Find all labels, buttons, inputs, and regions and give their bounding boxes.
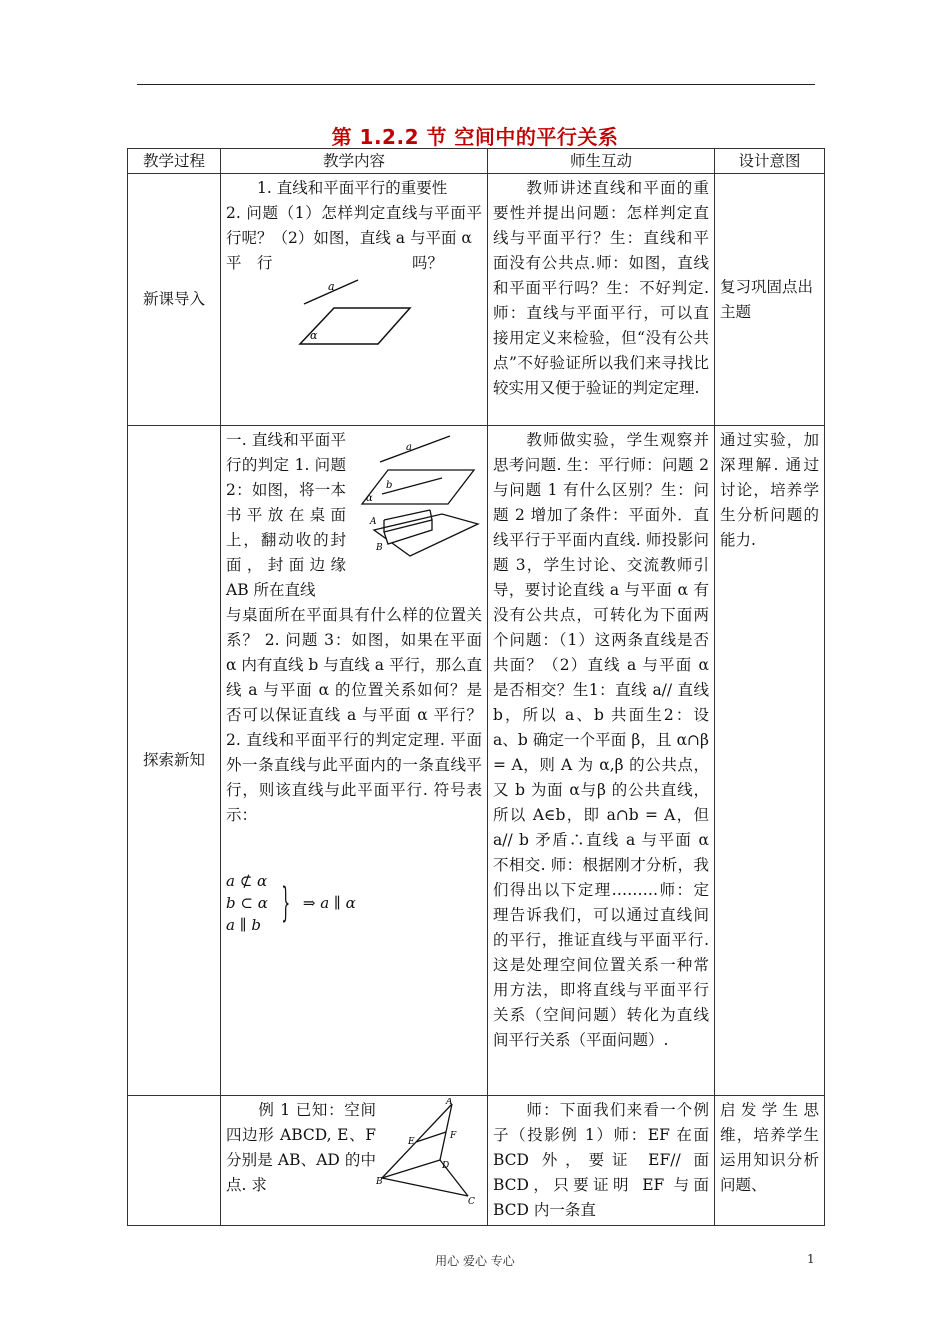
- fig3-label-F: F: [450, 1131, 457, 1141]
- header-content: 教学内容: [221, 149, 488, 174]
- fig2-label-a: a: [406, 442, 412, 453]
- row2-content-text-a: 一. 直线和平面平行的判定 1. 问题2：如图，将一本书平放在桌面上，翻动收的封面，封面边缘 AB 所在直线: [226, 431, 351, 599]
- row3-intent-text: 启发学生思维，培养学生运用知识分析问题、: [720, 1101, 819, 1194]
- table-header-row: [128, 149, 825, 174]
- fig3-label-A: A: [446, 1098, 453, 1107]
- row3-content-text: 例 1 已知：空间四边形 ABCD, E、F 分别是 AB、AD 的中点. 求: [226, 1101, 381, 1194]
- fig2-label-alpha: α: [366, 493, 373, 504]
- row2-content-text-b: 与桌面所在平面具有什么样的位置关系？ 2. 问题 3：如图，如果在平面 α 内有直线 b 与直线 a 平行，那么直线 a 与平面 α 的位置关系如何？是否可以保证直线 a 与平面 α 平行？ 2. 直线和平面平行的判定定理. 平面外一条直线与此平面内的一条直线平行，则该直线与此平面平行. 符号表示：: [226, 606, 487, 824]
- header-intent: 设计意图: [715, 149, 825, 174]
- row3-process: [128, 1096, 221, 1226]
- fig1-label-alpha: α: [310, 329, 318, 342]
- formula-result: ⇒ a ∥ α: [302, 894, 356, 912]
- quadrilateral-figure: [376, 1098, 486, 1206]
- fig2-label-B: B: [376, 543, 383, 553]
- row1-intent-text: 复习巩固点出主题: [720, 277, 814, 321]
- row3-interaction: [488, 1096, 715, 1226]
- fig2-label-A: A: [370, 517, 377, 527]
- row3-interaction-text: 师：下面我们来看一个例子（投影例 1）师：EF 在面 BCD 外，要证 EF// 面 BCD，只要证明 EF 与面 BCD 内一条直: [493, 1101, 714, 1219]
- row2-interaction-text: 教师做实验，学生观察并思考问题. 生：平行师：问题 2 与问题 1 有什么区别？生：问题 2 增加了条件：平面外．直线平行于平面内直线. 师投影问题 3，学生讨论、交流教师引导，要讨论直线 a 与平面 α 有没有公共点，可转化为下面两个问题：（1）这两条直线是否共面？（2）直线 a 与平面 α 是否相交？生1：直线 a// 直线 b，所以 a、b 共面生2：设 a、b 确定一个平面 β，且 α∩β = A，则 A 为 α,β 的公共点，又 b 为面 α与β 的公共直线，所以 A∈b，即 a∩b = A，但 a// b 矛盾∴直线 a 与平面 α 不相交. 师：根据刚才分析，我们得出以下定理………师：定理告诉我们，可以通过直线间的平行，推证直线与平面平行. 这是处理空间位置关系一种常用方法，即将直线与平面平行关系（空间问题）转化为直线间平行关系（平面问题）.: [493, 431, 714, 1049]
- page-title: 第 1.2.2 节 空间中的平行关系: [331, 125, 619, 149]
- fig2-label-b: b: [386, 480, 393, 491]
- page-footer: 用心 爱心 专心: [435, 1254, 515, 1268]
- row1-process: 新课导入: [128, 174, 221, 426]
- formula-line-2: b ⊂ α: [226, 894, 268, 912]
- book-table-figure: [350, 432, 482, 562]
- table-row: [128, 426, 825, 1096]
- fig1-label-a: a: [328, 280, 335, 293]
- page-number: 1: [807, 1252, 815, 1266]
- theorem-formula: [226, 870, 482, 936]
- row3-intent: [715, 1096, 825, 1226]
- row1-content-text: 1. 直线和平面平行的重要性 2. 问题（1）怎样判定直线与平面平行呢？（2）如图，直线 a 与平面 α 平 行 吗？: [226, 179, 482, 272]
- fig3-label-E: E: [408, 1137, 415, 1147]
- lesson-table: [127, 148, 825, 1226]
- header-process: 教学过程: [128, 149, 221, 174]
- fig3-label-D: D: [442, 1161, 450, 1171]
- row2-content: [221, 426, 488, 1096]
- table-row: [128, 1096, 825, 1226]
- row1-interaction: [488, 174, 715, 426]
- row2-interaction: [488, 426, 715, 1096]
- row1-intent: [715, 174, 825, 426]
- row2-intent: [715, 426, 825, 1096]
- row2-intent-text: 通过实验，加深理解. 通过讨论，培养学生分析问题的能力.: [720, 431, 819, 549]
- formula-line-1: a ⊄ α: [226, 872, 268, 890]
- header-interaction: 师生互动: [488, 149, 715, 174]
- fig3-label-C: C: [468, 1197, 475, 1206]
- row2-process: 探索新知: [128, 426, 221, 1096]
- line-plane-figure: [292, 278, 442, 354]
- row1-content: [221, 174, 488, 426]
- formula-line-3: a ∥ b: [226, 916, 262, 934]
- row1-interaction-text: 教师讲述直线和平面的重要性并提出问题：怎样判定直线与平面平行？生：直线和平面没有公共点.师：如图，直线和平面平行吗？生：不好判定.师：直线与平面平行，可以直接用定义来检验，但“没有公共点”不好验证所以我们来寻找比较实用又便于验证的判定定理.: [493, 179, 709, 397]
- formula-brace: }: [280, 880, 290, 926]
- fig3-label-B: B: [376, 1177, 383, 1187]
- row3-content: [221, 1096, 488, 1226]
- header-rule: [137, 84, 815, 85]
- table-row: [128, 174, 825, 426]
